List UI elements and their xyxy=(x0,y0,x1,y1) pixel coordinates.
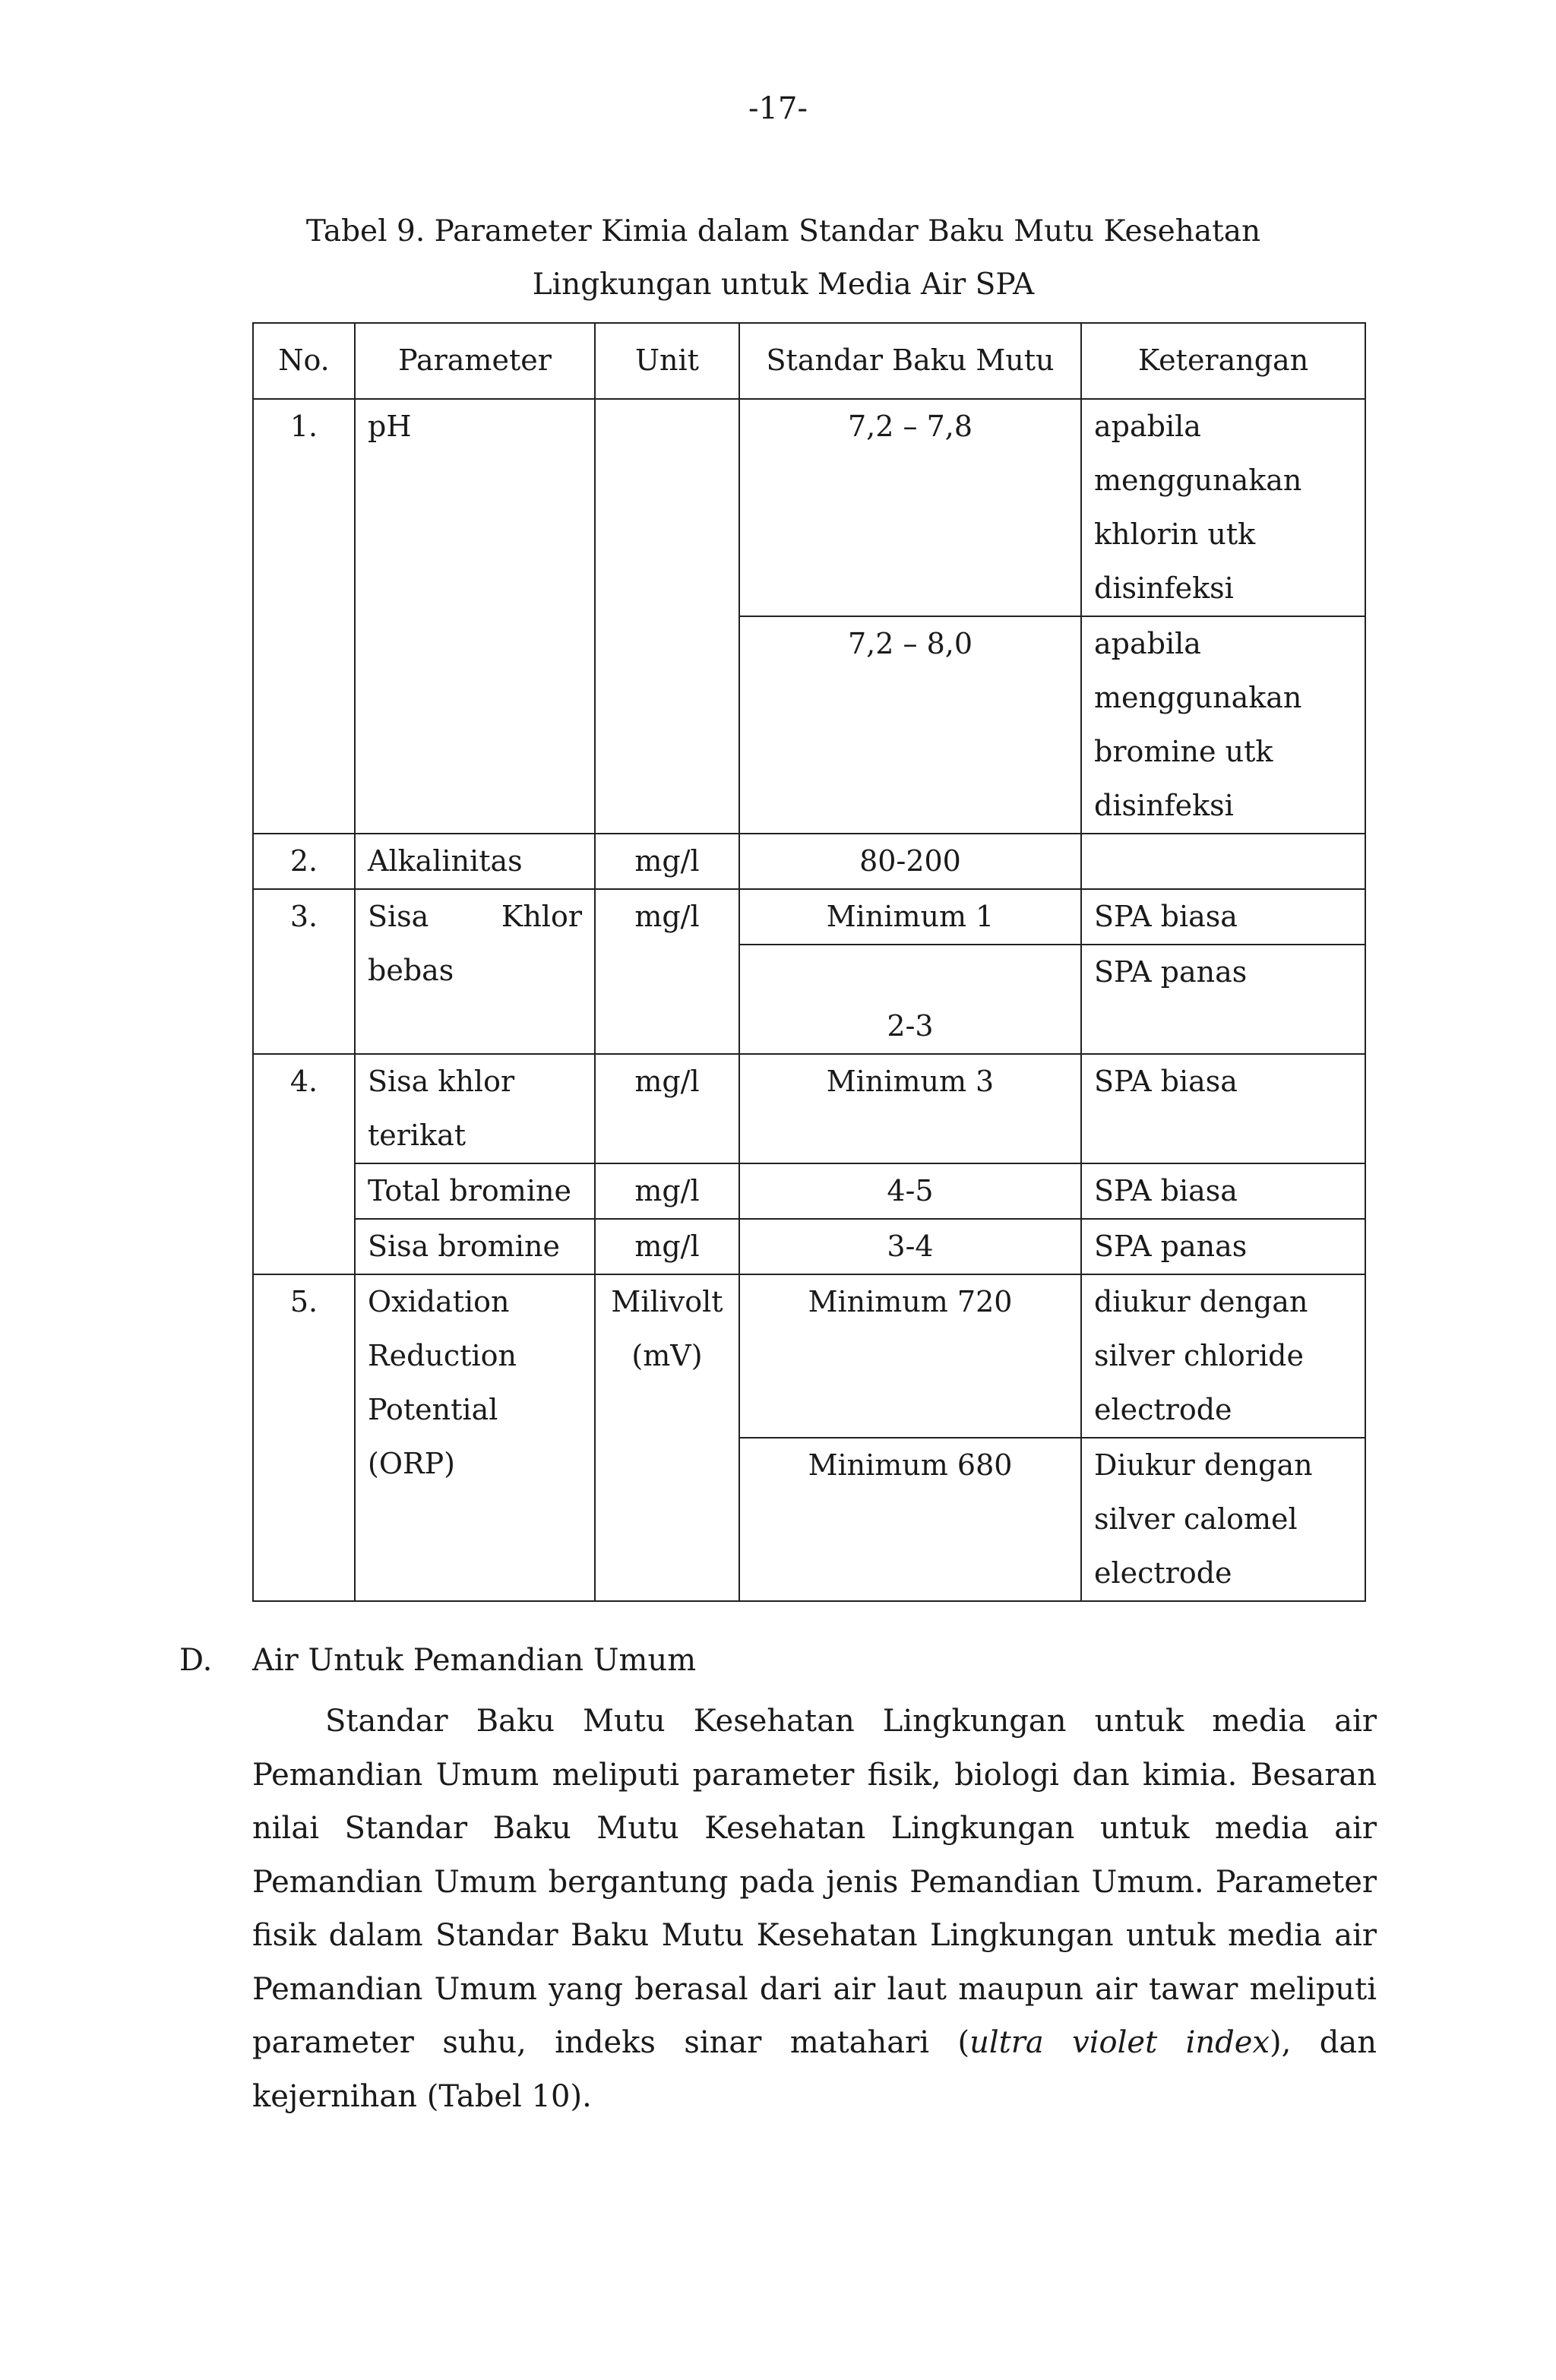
cell-note: SPA biasa xyxy=(1081,889,1365,945)
header-parameter: Parameter xyxy=(355,323,595,399)
table-caption-line2: Lingkungan untuk Media Air SPA xyxy=(532,267,1035,302)
cell-standard: 2-3 xyxy=(739,945,1081,1054)
cell-unit: mg/l xyxy=(595,834,739,889)
cell-parameter-line2: bebas xyxy=(368,954,454,987)
table-row xyxy=(253,399,1365,616)
table-caption-line1: Tabel 9. Parameter Kimia dalam Standar Baku Mutu Kesehatan xyxy=(305,214,1261,248)
cell-note: apabila menggunakan bromine utk disinfeksi xyxy=(1081,616,1365,834)
section-heading xyxy=(179,1643,696,1678)
section-title: Air Untuk Pemandian Umum xyxy=(252,1643,697,1678)
cell-note: apabila menggunakan khlorin utk disinfeksi xyxy=(1081,399,1365,616)
cell-standard: 7,2 – 8,0 xyxy=(739,616,1081,834)
cell-unit: mg/l xyxy=(595,889,739,1054)
cell-standard: Minimum 720 xyxy=(739,1274,1081,1438)
cell-note: SPA biasa xyxy=(1081,1054,1365,1163)
table-row xyxy=(253,1274,1365,1438)
cell-no: 2. xyxy=(253,834,355,889)
cell-unit xyxy=(595,399,739,834)
cell-unit: mg/l xyxy=(595,1054,739,1163)
cell-note: Diukur dengan silver calomel electrode xyxy=(1081,1438,1365,1601)
cell-parameter: Oxidation Reduction Potential (ORP) xyxy=(355,1274,595,1601)
cell-standard: Minimum 3 xyxy=(739,1054,1081,1163)
cell-parameter-line1: Sisa Khlor xyxy=(368,900,582,933)
cell-no: 1. xyxy=(253,399,355,834)
cell-parameter xyxy=(355,889,595,1054)
cell-parameter: Total bromine xyxy=(355,1163,595,1219)
header-note: Keterangan xyxy=(1081,323,1365,399)
header-standard: Standar Baku Mutu xyxy=(739,323,1081,399)
cell-standard: 4-5 xyxy=(739,1163,1081,1219)
cell-note: SPA panas xyxy=(1081,945,1365,1054)
cell-no: 3. xyxy=(253,889,355,1054)
cell-no: 4. xyxy=(253,1054,355,1274)
cell-parameter: pH xyxy=(355,399,595,834)
cell-standard: Minimum 680 xyxy=(739,1438,1081,1601)
table-row xyxy=(253,1163,1365,1219)
cell-unit: Milivolt (mV) xyxy=(595,1274,739,1601)
cell-standard: 7,2 – 7,8 xyxy=(739,399,1081,616)
cell-parameter: Sisa khlor terikat xyxy=(355,1054,595,1163)
cell-unit: mg/l xyxy=(595,1219,739,1274)
cell-standard: Minimum 1 xyxy=(739,889,1081,945)
table-row xyxy=(253,1054,1365,1163)
cell-standard: 3-4 xyxy=(739,1219,1081,1274)
header-no: No. xyxy=(253,323,355,399)
cell-unit: mg/l xyxy=(595,1163,739,1219)
parameter-table xyxy=(252,322,1366,1602)
paragraph-italic-term: ultra violet index xyxy=(969,2025,1270,2060)
cell-note: SPA biasa xyxy=(1081,1163,1365,1219)
header-unit: Unit xyxy=(595,323,739,399)
page-number: -17- xyxy=(748,91,808,126)
table-header-row xyxy=(253,323,1365,399)
table-row xyxy=(253,834,1365,889)
table-row xyxy=(253,1219,1365,1274)
cell-no: 5. xyxy=(253,1274,355,1601)
cell-note xyxy=(1081,834,1365,889)
cell-note: diukur dengan silver chloride electrode xyxy=(1081,1274,1365,1438)
table-row xyxy=(253,889,1365,945)
cell-note: SPA panas xyxy=(1081,1219,1365,1274)
section-letter: D. xyxy=(179,1643,213,1678)
body-paragraph xyxy=(252,1695,1377,2123)
paragraph-text-part1: Standar Baku Mutu Kesehatan Lingkungan untuk media air Pemandian Umum meliputi parameter fisik, biologi dan kimia. Besaran nilai Standar Baku Mutu Kesehatan Lingkungan untuk media air Pemandian Umum bergantung pada jenis Pemandian Umum. Parameter fisik dalam Standar Baku Mutu Kesehatan Lingkungan untuk media air Pemandian Umum yang berasal dari air laut maupun air tawar meliputi parameter suhu, indeks sinar matahari ( xyxy=(252,1704,1377,2060)
paragraph-text-part2: ), dan kejernihan (Tabel 10). xyxy=(252,2025,1377,2114)
cell-parameter: Alkalinitas xyxy=(355,834,595,889)
cell-standard: 80-200 xyxy=(739,834,1081,889)
cell-parameter: Sisa bromine xyxy=(355,1219,595,1274)
